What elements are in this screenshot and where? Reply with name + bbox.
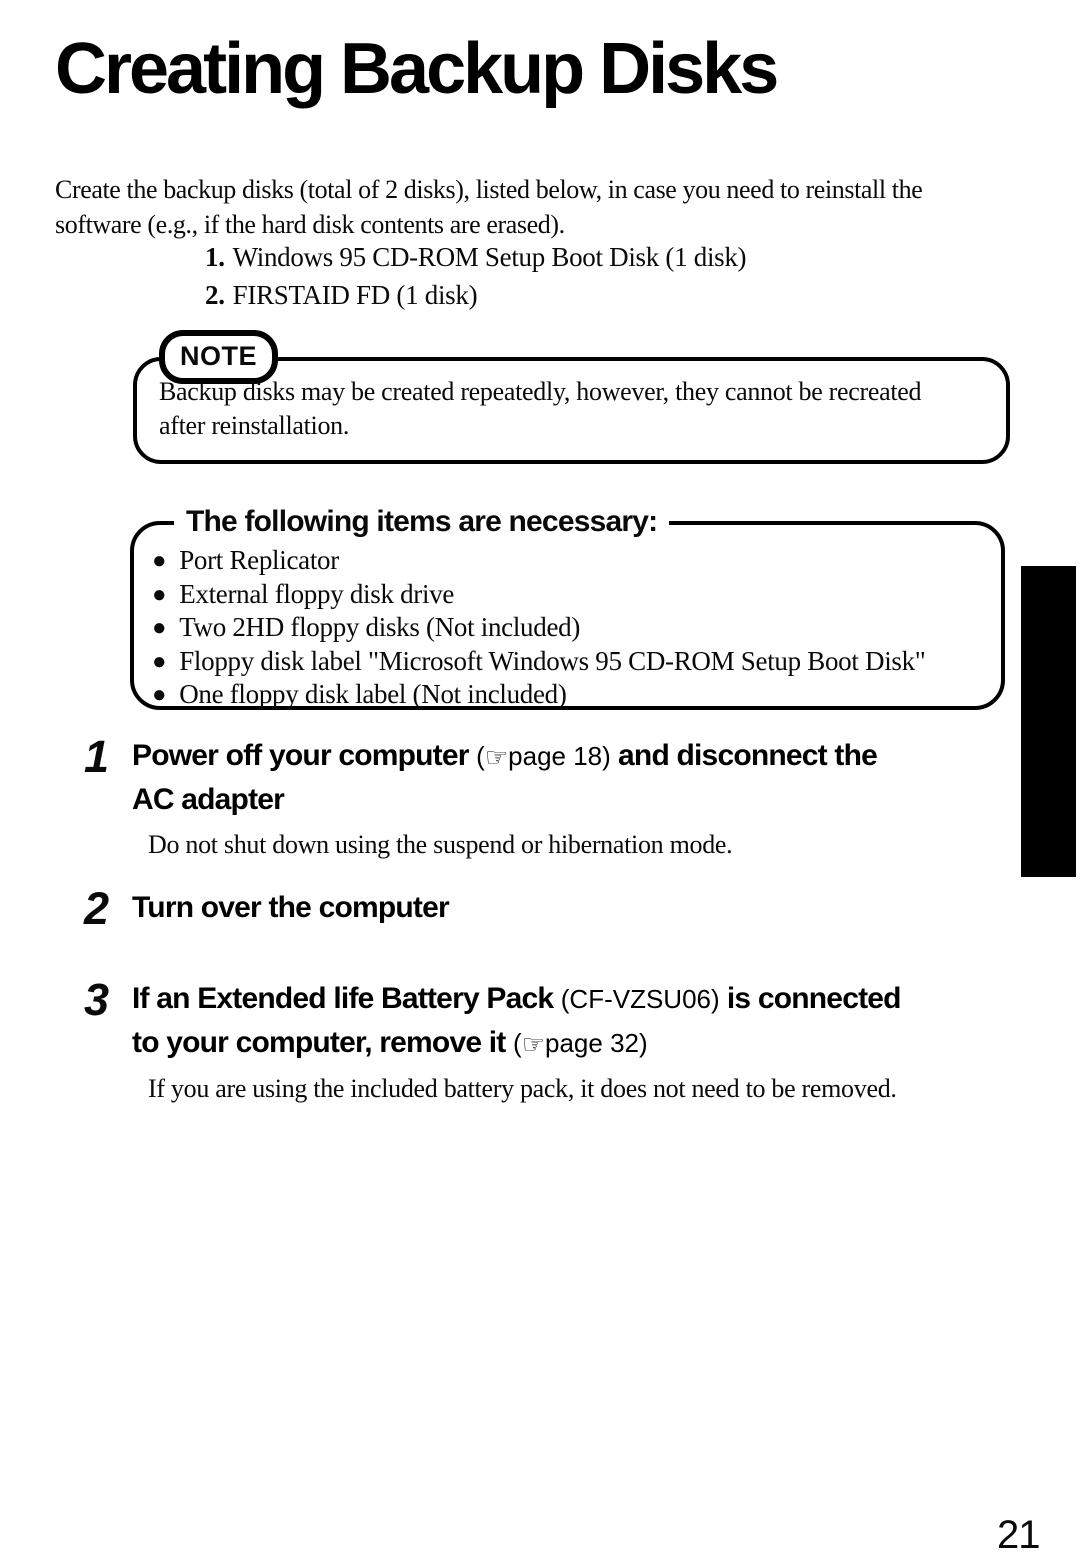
- step-3: [84, 974, 901, 1106]
- ref-text: (: [513, 1028, 522, 1058]
- page-title: Creating Backup Disks: [55, 29, 777, 109]
- list-item: [205, 276, 746, 314]
- bullet-icon: ●: [152, 648, 167, 675]
- bullet-icon: ●: [152, 615, 167, 642]
- backup-disk-list: [205, 238, 746, 314]
- list-item-text: One floppy disk label (Not included): [179, 679, 567, 710]
- step-heading-line: AC adapter: [132, 783, 285, 816]
- intro-line: Create the backup disks (total of 2 disks), listed below, in case you need to reinstall the: [55, 175, 923, 204]
- note-text: [159, 375, 921, 443]
- page-reference: [513, 1028, 648, 1059]
- note-label-badge: NOTE: [159, 330, 278, 384]
- model-reference: (CF-VZSU06): [560, 984, 727, 1014]
- step-heading-text: and disconnect the: [618, 739, 878, 772]
- step-heading-text: If an Extended life Battery Pack: [132, 982, 561, 1015]
- bullet-icon: ●: [152, 548, 167, 574]
- list-item-number: 2.: [205, 280, 225, 310]
- step-heading-text: Power off your computer: [132, 739, 477, 772]
- intro-line: software (e.g., if the hard disk contents are erased).: [55, 210, 565, 239]
- required-items-list: [152, 545, 926, 713]
- step-heading: [132, 886, 449, 929]
- page-reference: [476, 741, 618, 772]
- ref-text: (: [476, 741, 485, 771]
- bullet-icon: ●: [152, 581, 167, 608]
- step-body: [132, 977, 901, 1106]
- step-heading: [132, 977, 901, 1065]
- list-item: [152, 646, 926, 680]
- step-note: Do not shut down using the suspend or hibernation mode.: [148, 830, 733, 859]
- step-heading-line: [132, 734, 877, 778]
- note-callout-box: [133, 341, 1010, 464]
- step-2: [84, 883, 449, 934]
- step-1: [84, 731, 878, 862]
- step-body: [132, 734, 877, 862]
- note-text-line: Backup disks may be created repeatedly, however, they cannot be recreated: [159, 377, 922, 406]
- step-heading-line: [132, 977, 901, 1021]
- note-text-line: after reinstallation.: [159, 411, 350, 440]
- step-number: 2: [84, 883, 108, 934]
- step-number: 3: [84, 974, 108, 1025]
- list-item-text: External floppy disk drive: [179, 578, 455, 609]
- intro-paragraph: [55, 172, 922, 242]
- step-note: If you are using the included battery pack, it does not need to be removed.: [148, 1074, 897, 1103]
- ref-text: page 18): [508, 741, 619, 771]
- page-number: 21: [997, 1513, 1040, 1557]
- required-items-box: [130, 505, 1005, 710]
- list-item-text: Windows 95 CD-ROM Setup Boot Disk (1 disk): [232, 242, 747, 272]
- step-heading-text: is connected: [726, 982, 901, 1015]
- ref-text: page 32): [545, 1028, 648, 1058]
- list-item: [205, 238, 746, 276]
- list-item: [152, 579, 926, 613]
- section-tab-marker: [1021, 566, 1076, 877]
- step-heading-line: [132, 1021, 901, 1065]
- pointing-hand-icon: ☞: [484, 742, 509, 772]
- list-item-text: FIRSTAID FD (1 disk): [232, 280, 478, 310]
- step-heading: [132, 734, 877, 821]
- list-item: [152, 545, 926, 579]
- list-item-number: 1.: [205, 242, 225, 272]
- step-body: [132, 886, 449, 931]
- list-item: [152, 679, 926, 713]
- list-item-text: Floppy disk label "Microsoft Windows 95 CD-ROM Setup Boot Disk": [179, 645, 926, 676]
- step-heading-text: to your computer, remove it: [132, 1026, 514, 1059]
- list-item-text: Two 2HD floppy disks (Not included): [179, 612, 581, 643]
- list-item: [152, 612, 926, 646]
- bullet-icon: ●: [152, 682, 167, 709]
- step-number: 1: [84, 731, 108, 782]
- required-items-heading: The following items are necessary:: [174, 501, 669, 543]
- list-item-text: Port Replicator: [179, 545, 339, 575]
- step-heading-line: Turn over the computer: [132, 891, 449, 924]
- pointing-hand-icon: ☞: [521, 1029, 546, 1059]
